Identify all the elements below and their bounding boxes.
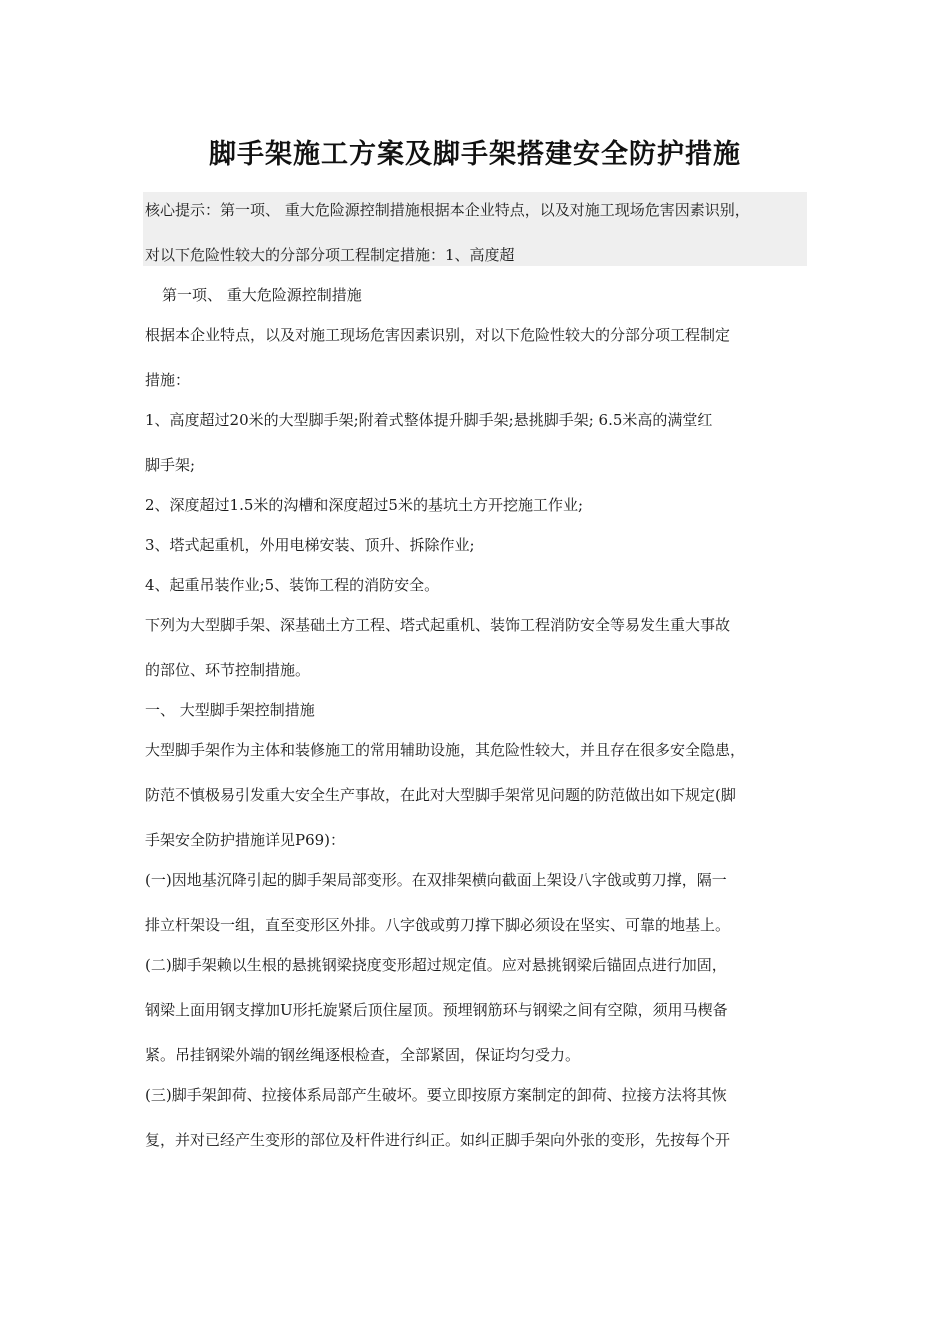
paragraph-line: 下列为大型脚手架、深基础土方工程、塔式起重机、装饰工程消防安全等易发生重大事故	[145, 616, 731, 634]
paragraph-line: (三)脚手架卸荷、拉接体系局部产生破坏。要立即按原方案制定的卸荷、拉接方法将其恢	[145, 1086, 727, 1104]
paragraph-line: 大型脚手架作为主体和装修施工的常用辅助设施，其危险性较大，并且存在很多安全隐患，	[145, 741, 746, 759]
summary-line: 核心提示：第一项、 重大危险源控制措施根据本企业特点，以及对施工现场危害因素识别，	[145, 201, 750, 219]
paragraph-line: 排立杆架设一组，直至变形区外排。八字戗或剪刀撑下脚必须设在坚实、可靠的地基上。	[145, 916, 731, 934]
paragraph-line: 的部位、环节控制措施。	[145, 661, 311, 679]
paragraph-line: 1、高度超过20米的大型脚手架;附着式整体提升脚手架;悬挑脚手架; 6.5米高的满堂红	[145, 411, 713, 429]
paragraph-line: (一)因地基沉降引起的脚手架局部变形。在双排架横向截面上架设八字戗或剪刀撑，隔一	[145, 871, 727, 889]
paragraph-line: 根据本企业特点，以及对施工现场危害因素识别，对以下危险性较大的分部分项工程制定	[145, 326, 731, 344]
paragraph-line: 复，并对已经产生变形的部位及杆件进行纠正。如纠正脚手架向外张的变形，先按每个开	[145, 1131, 731, 1149]
paragraph-line: 3、塔式起重机，外用电梯安装、顶升、拆除作业;	[145, 536, 475, 554]
summary-line: 对以下危险性较大的分部分项工程制定措施：1、高度超	[145, 246, 515, 264]
document-title: 脚手架施工方案及脚手架搭建安全防护措施	[209, 139, 741, 170]
paragraph-line: 脚手架;	[145, 456, 196, 474]
paragraph-line: 钢梁上面用钢支撑加U形托旋紧后顶住屋顶。预埋钢筋环与钢梁之间有空隙，须用马楔备	[145, 1001, 728, 1019]
paragraph-line: 手架安全防护措施详见P69)：	[145, 831, 346, 849]
paragraph-line: 紧。吊挂钢梁外端的钢丝绳逐根检查，全部紧固，保证均匀受力。	[145, 1046, 581, 1064]
paragraph-line: 4、起重吊装作业;5、装饰工程的消防安全。	[145, 576, 440, 594]
section-heading: 第一项、 重大危险源控制措施	[162, 286, 362, 304]
section-heading: 一、 大型脚手架控制措施	[145, 701, 315, 719]
paragraph-line: 防范不慎极易引发重大安全生产事故，在此对大型脚手架常见问题的防范做出如下规定(脚	[145, 786, 736, 804]
paragraph-line: 2、深度超过1.5米的沟槽和深度超过5米的基坑土方开挖施工作业;	[145, 496, 583, 514]
paragraph-line: (二)脚手架赖以生根的悬挑钢梁挠度变形超过规定值。应对悬挑钢梁后锚固点进行加固，	[145, 956, 727, 974]
paragraph-line: 措施：	[145, 371, 191, 389]
